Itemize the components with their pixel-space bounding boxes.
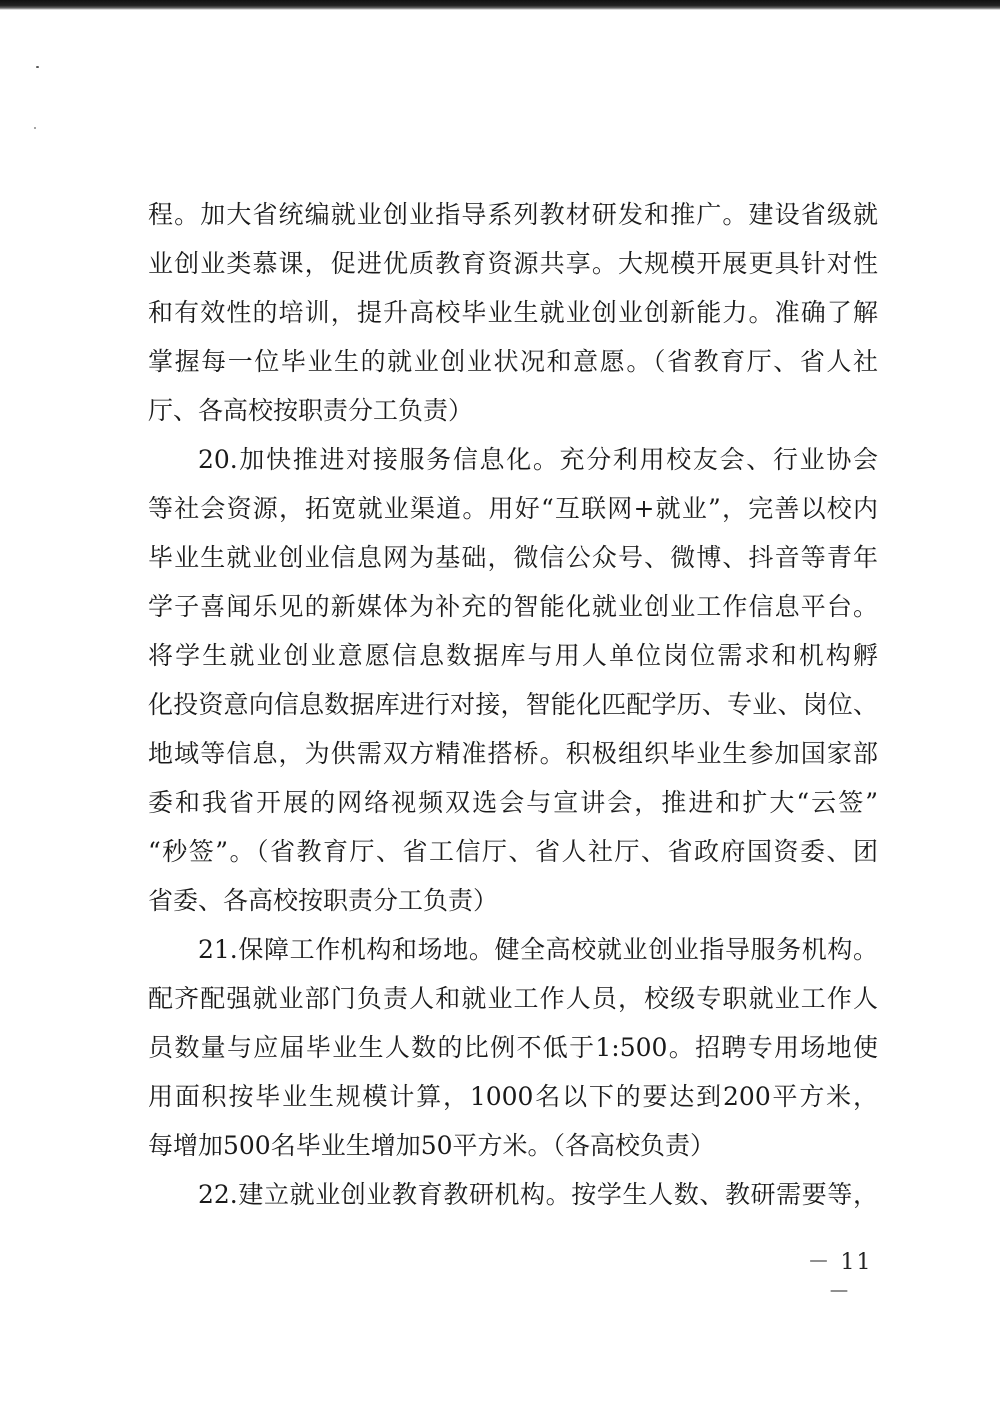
text-line: 每增加500名毕业生增加50平方米。（各高校负责） bbox=[148, 1131, 716, 1160]
text-line: 学子喜闻乐见的新媒体为补充的智能化就业创业工作信息平台。 bbox=[148, 592, 878, 621]
page-number: － 11 － bbox=[807, 1250, 873, 1305]
text-line: 委和我省开展的网络视频双选会与宣讲会，推进和扩大“云签” bbox=[148, 788, 878, 817]
scan-top-edge bbox=[0, 0, 1000, 10]
paragraph-21 bbox=[148, 925, 878, 1170]
text-line: 掌握每一位毕业生的就业创业状况和意愿。（省教育厅、省人社 bbox=[148, 347, 878, 376]
text-line: 地域等信息，为供需双方精准搭桥。积极组织毕业生参加国家部 bbox=[148, 739, 878, 768]
text-line: 程。加大省统编就业创业指导系列教材研发和推广。建设省级就 bbox=[148, 200, 878, 229]
text-line: 和有效性的培训，提升高校毕业生就业创业创新能力。准确了解 bbox=[148, 298, 878, 327]
paragraph-22-start bbox=[148, 1170, 878, 1219]
paragraph-19-continuation bbox=[148, 190, 878, 435]
paragraph-20 bbox=[148, 435, 878, 925]
paragraph-heading-line: 22.建立就业创业教育教研机构。按学生人数、教研需要等， bbox=[198, 1180, 878, 1209]
text-line: 员数量与应届毕业生人数的比例不低于1:500。招聘专用场地使 bbox=[148, 1033, 878, 1062]
scan-speck bbox=[36, 66, 39, 68]
paragraph-heading-line: 21.保障工作机构和场地。健全高校就业创业指导服务机构。 bbox=[198, 935, 878, 964]
text-line: “秒签”。（省教育厅、省工信厅、省人社厅、省政府国资委、团 bbox=[148, 837, 878, 866]
text-line: 化投资意向信息数据库进行对接，智能化匹配学历、专业、岗位、 bbox=[148, 690, 878, 719]
text-line: 业创业类慕课，促进优质教育资源共享。大规模开展更具针对性 bbox=[148, 249, 878, 278]
text-line: 毕业生就业创业信息网为基础，微信公众号、微博、抖音等青年 bbox=[148, 543, 878, 572]
scan-speck bbox=[34, 127, 36, 129]
text-line: 配齐配强就业部门负责人和就业工作人员，校级专职就业工作人 bbox=[148, 984, 878, 1013]
text-line: 省委、各高校按职责分工负责） bbox=[148, 886, 499, 915]
text-line: 用面积按毕业生规模计算，1000名以下的要达到200平方米， bbox=[148, 1082, 878, 1111]
text-line: 厅、各高校按职责分工负责） bbox=[148, 396, 474, 425]
paragraph-heading-line: 20.加快推进对接服务信息化。充分利用校友会、行业协会 bbox=[198, 445, 878, 474]
text-line: 等社会资源，拓宽就业渠道。用好“互联网+就业”，完善以校内 bbox=[148, 494, 878, 523]
document-body bbox=[148, 190, 878, 1219]
text-line: 将学生就业创业意愿信息数据库与用人单位岗位需求和机构孵 bbox=[148, 641, 878, 670]
